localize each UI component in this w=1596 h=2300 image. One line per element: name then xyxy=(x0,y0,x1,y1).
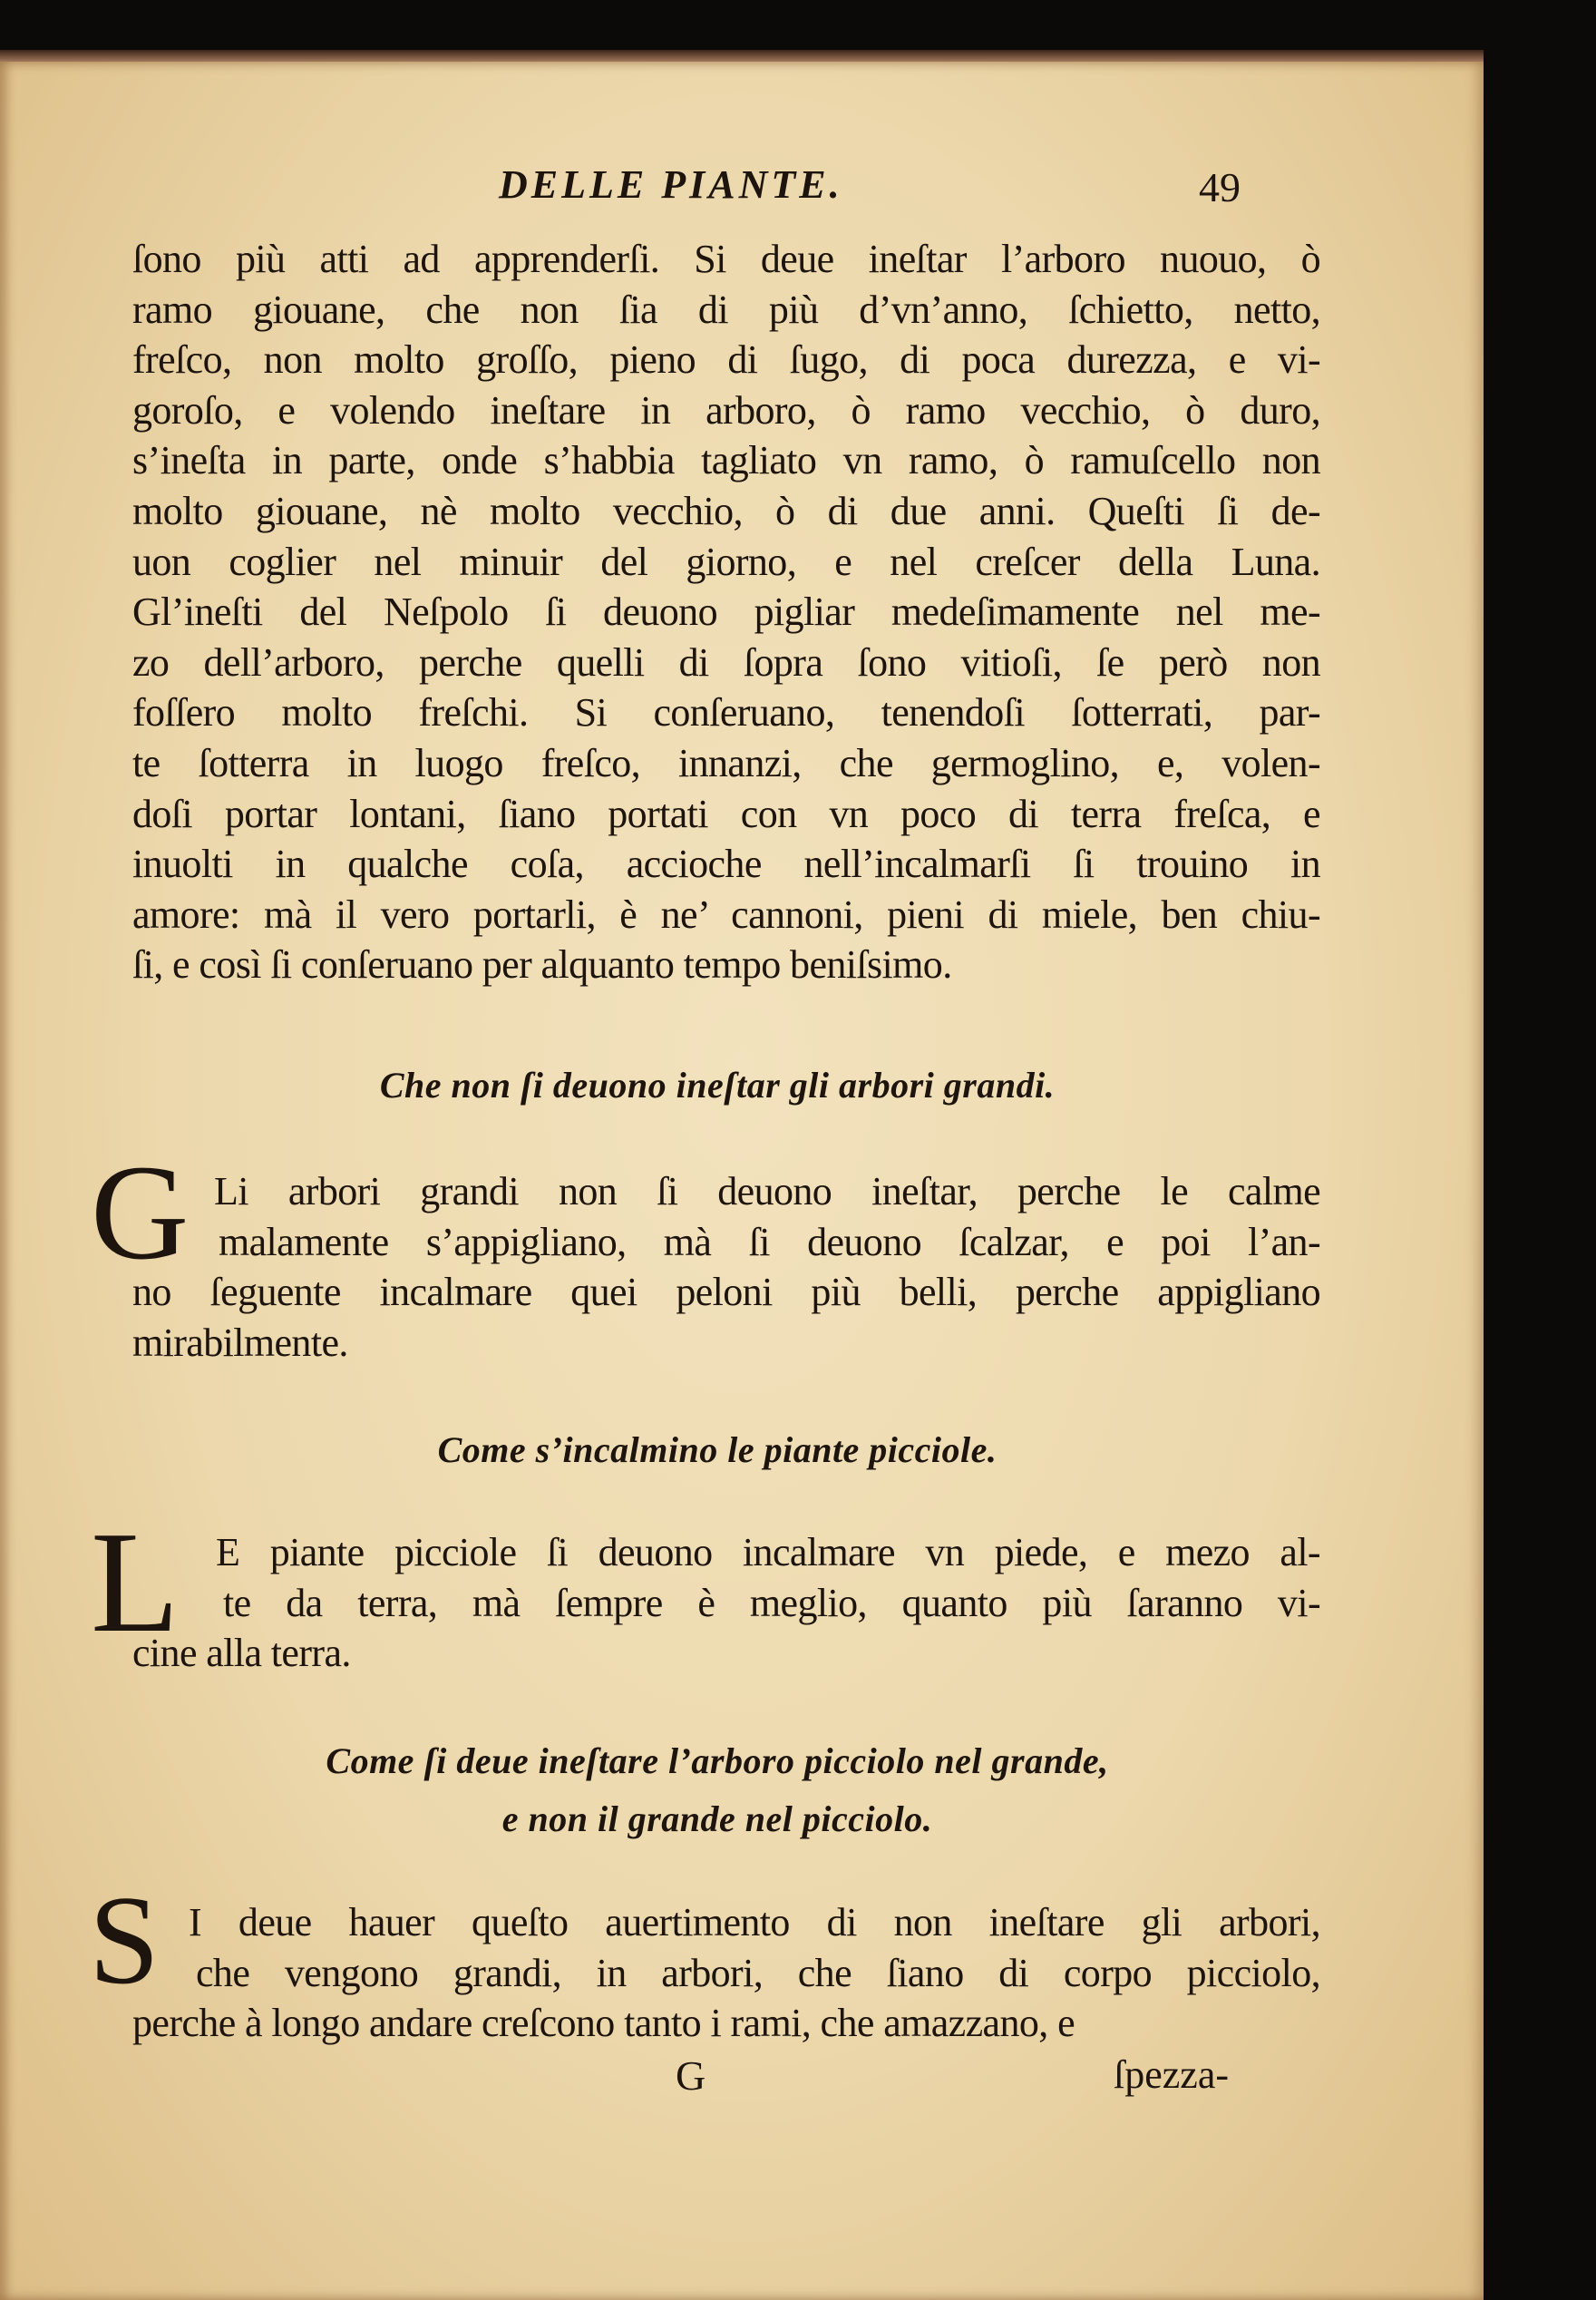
text-line: malamente s’appigliano, mà ſi deuono ſcalzar, e poi l’an- xyxy=(219,1219,1320,1264)
section-heading: Come s’incalmino le piante picciole. xyxy=(437,1429,998,1470)
text-line: inuolti in qualche coſa, accioche nell’incalmarſi ſi trouino in xyxy=(132,842,1320,887)
text-line: Gl’ineſti del Neſpolo ſi deuono pigliar medeſimamente nel me- xyxy=(132,590,1320,635)
section-heading: e non il grande nel picciolo. xyxy=(501,1798,933,1839)
text-line: I deue hauer queſto auertimento di non ineſtare gli arbori, xyxy=(189,1900,1320,1944)
text-line: che vengono grandi, in arbori, che ſiano di corpo picciolo, xyxy=(196,1950,1320,1995)
catchword: ſpezza- xyxy=(1114,2052,1229,2097)
text-line: zo dell’arboro, perche quelli di ſopra ſono vitioſi, ſe però non xyxy=(132,639,1320,685)
text-line: Li arbori grandi non ſi deuono ineſtar, perche le calme xyxy=(214,1169,1320,1213)
text-line: perche à longo andare creſcono tanto i rami, che amazzano, e xyxy=(132,2001,1075,2046)
page-number: 49 xyxy=(1199,164,1241,210)
text-line: goroſo, e volendo ineſtare in arboro, ò ramo vecchio, ò duro, xyxy=(132,387,1320,433)
text-line: ſi, e così ſi conſeruano per alquanto tempo beniſsimo. xyxy=(132,942,952,988)
text-line: freſco, non molto groſſo, pieno di ſugo, di poca durezza, e vi- xyxy=(132,337,1320,383)
drop-cap: G xyxy=(91,1137,190,1288)
text-line: molto giouane, nè molto vecchio, ò di due anni. Queſti ſi de- xyxy=(132,489,1320,533)
text-line: amore: mà il vero portarli, è ne’ cannoni, pieni di miele, ben chiu- xyxy=(132,892,1320,937)
text-line: foſſero molto freſchi. Si conſeruano, tenendoſi ſotterrati, par- xyxy=(132,690,1320,736)
drop-cap: S xyxy=(89,1870,160,2011)
text-line: ramo giouane, che non ſia di più d’vn’anno, ſchietto, netto, xyxy=(132,287,1320,332)
running-title: DELLE PIANTE. xyxy=(499,162,843,207)
signature-mark: G xyxy=(676,2052,706,2099)
text-line: E piante picciole ſi deuono incalmare vn piede, e mezo al- xyxy=(216,1530,1320,1574)
text-line: doſi portar lontani, ſiano portati con vn poco di terra freſca, e xyxy=(132,791,1320,836)
text-line: mirabilmente. xyxy=(132,1320,348,1365)
text-line: ſono più atti ad apprenderſi. Si deue ineſtar l’arboro nuouo, ò xyxy=(132,237,1320,281)
text-line: no ſeguente incalmare quei peloni più belli, perche appigliano xyxy=(132,1270,1320,1315)
text-line: cine alla terra. xyxy=(132,1631,351,1676)
text-line: uon coglier nel minuir del giorno, e nel creſcer della Luna. xyxy=(132,539,1320,584)
drop-cap: L xyxy=(91,1501,180,1662)
section-heading: Che non ſi deuono ineſtar gli arbori grandi. xyxy=(379,1065,1056,1106)
text-line: te ſotterra in luogo freſco, innanzi, che germoglino, e, volen- xyxy=(132,741,1320,785)
text-line: te da terra, mà ſempre è meglio, quanto più ſaranno vi- xyxy=(223,1580,1320,1625)
section-heading: Come ſi deue ineſtare l’arboro picciolo nel grande, xyxy=(326,1740,1109,1781)
text-line: s’ineſta in parte, onde s’habbia tagliato vn ramo, ò ramuſcello non xyxy=(132,438,1320,483)
